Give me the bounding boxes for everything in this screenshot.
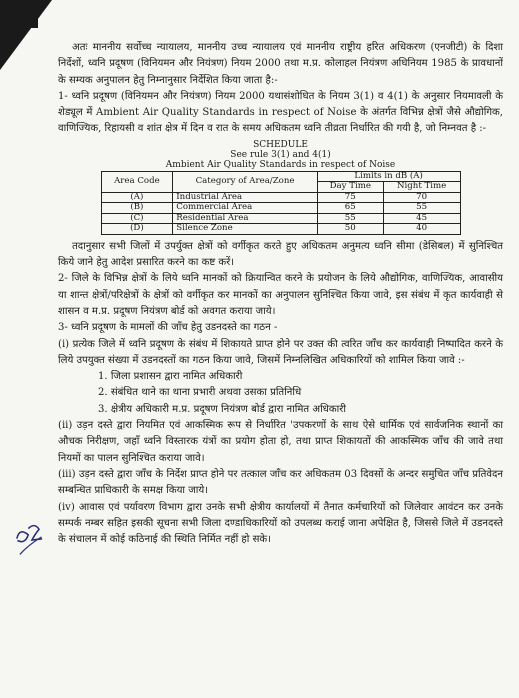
point-3ii-paragraph: (ii) उड़न दस्ते द्वारा नियमित एवं आकस्मिक रूप से निर्धारित 'उपकरणों के साथ ऐसे धार्मिक एवं सार्वजनिक स्थानों का औचक निरीक्षण, जहाँ ध्वनि विस्तारक यंत्रों का प्रयोग होता हो, तथा प्राप्त शिकायतों की आकस्मिक जाँच की जावे तथा नियमों का पालन सुनिश्चित कराया जावे। bbox=[58, 420, 503, 464]
header-category: Category of Area/Zone bbox=[173, 171, 318, 192]
after-table-paragraph: तदानुसार सभी जिलों में उपर्युक्त क्षेत्रों को वर्गीकृत करते हुए अधिकतम अनुमत्य ध्वनि सीमा (डेसिबल) में सुनिश्चित किये जाने हेतु आदेश प्रसारित करने का कष्ट करें। bbox=[58, 240, 503, 269]
table-row bbox=[101, 213, 460, 224]
header-day: Day Time bbox=[317, 182, 383, 193]
list-item: 2. संबंधित थाने का थाना प्रभारी अथवा उसका प्रतिनिधि bbox=[98, 387, 302, 399]
cell-night: 70 bbox=[383, 192, 460, 203]
point-3-heading: 3- ध्वनि प्रदूषण के मामलों की जाँच हेतु उडनदस्ते का गठन - bbox=[58, 322, 278, 334]
officer-list bbox=[98, 369, 503, 418]
cell-night: 55 bbox=[383, 203, 460, 214]
cell-code: (A) bbox=[101, 192, 173, 203]
cell-code: (B) bbox=[101, 203, 173, 214]
header-area-code: Area Code bbox=[101, 171, 173, 192]
handwritten-mark bbox=[7, 515, 57, 565]
schedule-title: SCHEDULE bbox=[253, 139, 308, 150]
schedule-rule: See rule 3(1) and 4(1) bbox=[230, 149, 331, 160]
point-3iv-paragraph: (iv) आवास एवं पर्यावरण विभाग द्वारा उनके सभी क्षेत्रीय कार्यालयों में तैनात कर्मचारियों को जिलेवार आवंटन कर उनके सम्पर्क नम्बर सहित इसकी सूचना सभी जिला दण्डाधिकारियों को उपलब्ध कराई जाना अपेक्षित है, जिससे जिले में उडनदस्ते के संचालन में कोई कठिनाई की स्थिति निर्मित नहीं हो सके। bbox=[58, 501, 503, 546]
cell-night: 45 bbox=[383, 213, 460, 224]
cell-category: Silence Zone bbox=[173, 224, 318, 235]
table-row bbox=[101, 192, 460, 203]
list-item: 1. जिला प्रशासन द्वारा नामित अधिकारी bbox=[98, 371, 243, 383]
cell-day: 50 bbox=[317, 224, 383, 235]
cell-day: 65 bbox=[317, 203, 383, 214]
table-row bbox=[101, 203, 460, 214]
table-row bbox=[101, 224, 460, 235]
intro-paragraph: अतः माननीय सर्वोच्च न्यायालय, माननीय उच्च न्यायालय एवं माननीय राष्ट्रीय हरित अधिकरण (एनजीटी) के दिशा निर्देशों, ध्वनि प्रदूषण (विनियमन और नियंत्रण) नियम 2000 तथा म.प्र. कोलाहल नियंत्रण अधिनियम 1985 के प्रावधानों के सम्यक अनुपालन हेतु निम्नानुसार निर्देशित किया जाता है:- bbox=[58, 42, 503, 86]
schedule-subtitle: Ambient Air Quality Standards in respect of Noise bbox=[165, 159, 396, 170]
point-3i-paragraph: (i) प्रत्येक जिले में ध्वनि प्रदूषण के संबंध में शिकायते प्राप्त होने पर उक्त की त्वरित जाँच कर कार्यवाही निष्पादित करने के लिये उपयुक्त संख्या में उडनदस्तों का गठन किया जावे, जिसमें निम्नलिखित अधिकारियों को शामिल किया जावे :- bbox=[58, 338, 503, 366]
noise-standards-table bbox=[101, 171, 461, 235]
cell-night: 40 bbox=[383, 224, 460, 235]
scan-shadow-block bbox=[0, 0, 38, 28]
point-3iii-paragraph: (iii) उड़न दस्ते द्वारा जाँच के निर्देश प्राप्त होने पर तत्काल जाँच कर अधिकतम 03 दिवसों के अन्दर समुचित जाँच प्रतिवेदन सम्बन्धित प्राधिकारी के समक्ष किया जाये। bbox=[58, 468, 503, 497]
cell-category: Commercial Area bbox=[173, 203, 318, 214]
cell-code: (C) bbox=[101, 213, 173, 224]
cell-code: (D) bbox=[101, 224, 173, 235]
header-limits: Limits in dB (A) bbox=[317, 171, 460, 182]
document-body bbox=[58, 40, 503, 548]
cell-category: Industrial Area bbox=[173, 192, 318, 203]
list-item: 3. क्षेत्रीय अधिकारी म.प्र. प्रदूषण नियंत्रण बोर्ड द्वारा नामित अधिकारी bbox=[98, 403, 346, 415]
header-night: Night Time bbox=[383, 182, 460, 193]
point-2-paragraph: 2- जिले के विभिन्न क्षेत्रों के लिये ध्वनि मानकों को क्रियान्वित करने के प्रयोजन के लिये औद्योगिक, वाणिज्यिक, आवासीय या शान्त क्षेत्रों/परिक्षेत्रों के क्षेत्रों को वर्गीकृत कर मानकों का अनुपालन सुनिश्चित किया जावे, इस संबंध में कृत कार्यवाही से शासन व म.प्र. प्रदूषण नियंत्रण बोर्ड को अवगत कराया जाये। bbox=[58, 273, 503, 317]
cell-category: Residential Area bbox=[173, 213, 318, 224]
cell-day: 55 bbox=[317, 213, 383, 224]
schedule-block bbox=[58, 140, 503, 170]
cell-day: 75 bbox=[317, 192, 383, 203]
point-1-paragraph: 1- ध्वनि प्रदूषण (विनियमन और नियंत्रण) नियम 2000 यथासंशोधित के नियम 3(1) व 4(1) के अनुसार नियमावली के शेड्यूल में Ambient Air Quality Standards in respect of Noise के अंतर्गत विभिन्न क्षेत्रों जैसे औद्योगिक, वाणिज्यिक, रिहायसी व शांत क्षेत्र में दिन व रात के समय अधिकतम ध्वनि तीव्रता निर्धारित की गयी है, जो निम्नवत है :- bbox=[58, 90, 503, 135]
